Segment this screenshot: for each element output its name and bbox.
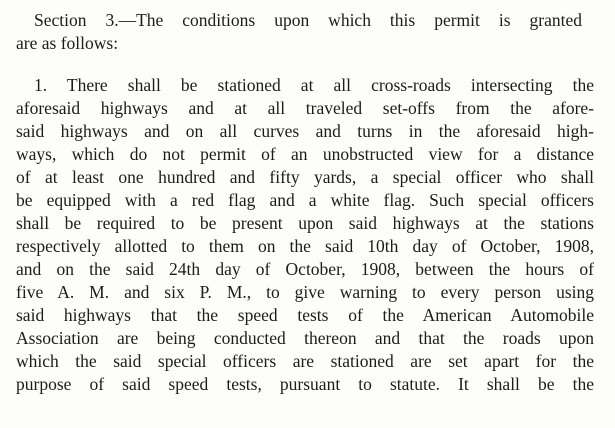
- paragraph-line-13: which the said special officers are stationed are set apart for the: [16, 351, 594, 371]
- paragraph-line-5: of at least one hundred and fifty yards, a special officer who shall: [16, 167, 594, 187]
- paragraph-line-4: ways, which do not permit of an unobstructed view for a distance: [16, 144, 594, 164]
- paragraph-line-1: 1. There shall be stationed at all cross-roads intersecting the: [34, 75, 594, 95]
- paragraph-line-2: aforesaid highways and at all traveled set-offs from the afore-: [16, 98, 594, 118]
- section-heading-line-1: Section 3.—The conditions upon which this permit is granted: [34, 10, 582, 30]
- paragraph-line-7: shall be required to be present upon said highways at the stations: [16, 213, 594, 233]
- paragraph-line-6: be equipped with a red flag and a white flag. Such special officers: [16, 190, 594, 210]
- paragraph-line-14: purpose of said speed tests, pursuant to statute. It shall be the: [16, 374, 594, 394]
- paragraph-line-9: and on the said 24th day of October, 1908, between the hours of: [16, 259, 594, 279]
- paragraph-line-3: said highways and on all curves and turns in the aforesaid high-: [16, 121, 594, 141]
- section-heading-line-2: are as follows:: [16, 33, 119, 53]
- paragraph-line-8: respectively allotted to them on the said 10th day of October, 1908,: [16, 236, 594, 256]
- paragraph-line-11: said highways that the speed tests of the American Automobile: [16, 305, 594, 325]
- paragraph-line-10: five A. M. and six P. M., to give warning to every person using: [16, 282, 594, 302]
- paragraph-line-12: Association are being conducted thereon and that the roads upon: [16, 328, 594, 348]
